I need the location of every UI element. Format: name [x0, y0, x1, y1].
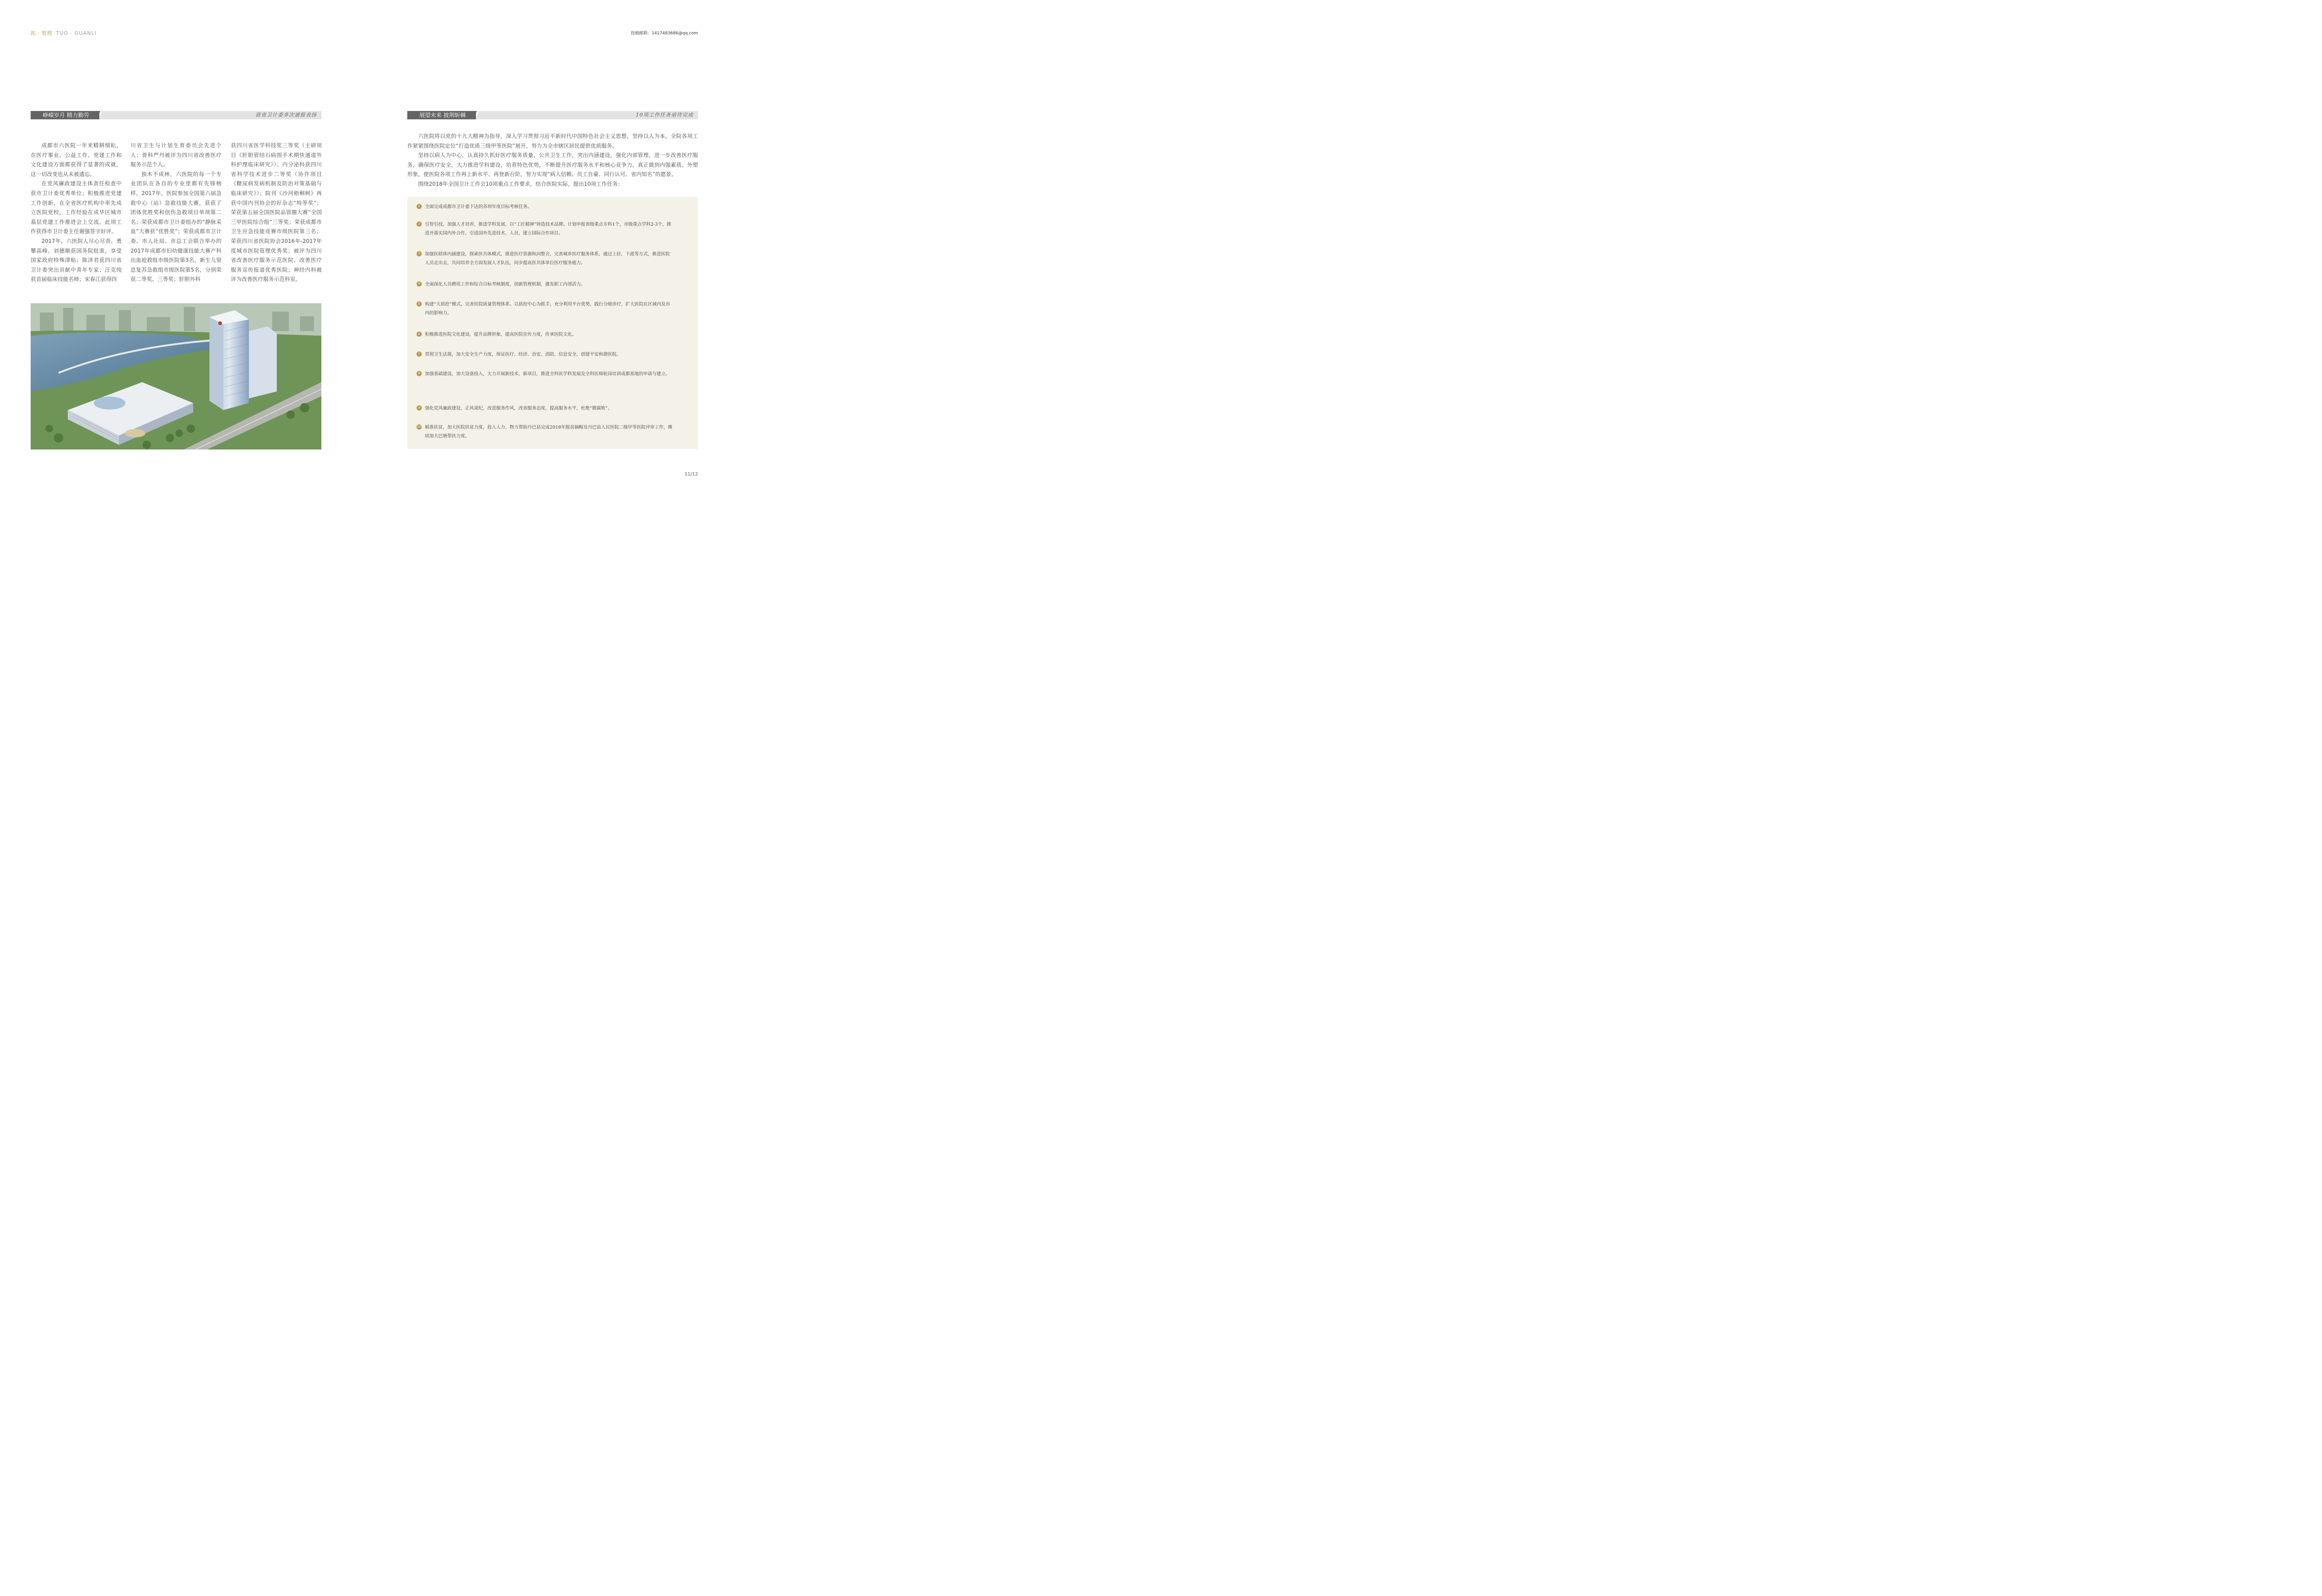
paragraph: 在党风廉政建设主体责任检查中获市卫计委优秀单位；积极推进党建工作创新，在全省医疗机构中率先成立医院党校，工作经验在成华区城市基层党建工作推进会上交流，此项工作获得市卫计委主任谢强签字好评。	[31, 180, 122, 235]
task-text: 全面深化人员聘用工作和综合目标考核制度，创新管理机制，激发职工内部活力。	[425, 282, 586, 287]
paragraph: 川省卫生与计划生育委员会先进个人；骨科严丹被评为四川省改善医疗服务示范个人。	[130, 142, 222, 168]
task-item	[418, 350, 674, 359]
task-list-box	[407, 197, 698, 449]
contact-email: 投稿邮箱：1417483686@qq.com	[631, 31, 698, 36]
task-item	[418, 370, 674, 378]
task-item	[418, 404, 674, 413]
left-section-subtitle: 获省卫计委多次通报表扬	[255, 112, 317, 118]
page-number: 11/12	[685, 472, 698, 477]
task-item	[418, 250, 674, 267]
task-text: 全面完成成都市卫计委下达的各项年度目标考核任务。	[425, 204, 532, 209]
section-label-cn: 拓 · 管理	[31, 30, 52, 36]
section-label-en: TUO · GUANLI	[56, 30, 97, 36]
task-text: 构建“大质控”模式，完善医院质量管理体系。以质控中心为抓手，充分利用平台优势，践行分级诊疗，扩大医院在区域内及市内的影响力。	[425, 302, 670, 316]
left-section-bar	[31, 111, 321, 119]
task-item	[418, 220, 674, 238]
task-text: 强化党风廉政建设，正风肃纪，改进服务作风，改善服务态度，提高服务水平，杜绝“微腐败”。	[425, 406, 613, 411]
task-number-icon: 4	[417, 281, 422, 287]
task-text: 精准扶贫，加大医院扶贫力度，投入人力、物力帮助丹巴县完成2018年脱贫摘帽及丹巴县人民医院二级甲等医院评审工作，继续加大巴塘帮扶力度。	[425, 425, 672, 439]
task-number-icon: 3	[417, 251, 422, 256]
task-item	[417, 423, 674, 441]
right-section-subtitle: 10项工作任务亟待完成	[636, 112, 693, 118]
right-section-bar	[407, 111, 698, 119]
task-text: 引智引技，加强人才培养，推进学科发展，以“工匠精神”铸造技术品牌。计划申报省级重点专科1个，市级重点学科2-3个，推进并落实国内外合作，引进国外先进技术、人员，建立国际合作项目。	[425, 222, 672, 236]
task-number-icon: 9	[417, 405, 422, 410]
task-text: 加强基础建设，加大设备投入，大力开展新技术、新项目，推进全科医学科发展及全科医师轮岗培训成都基地的申请与建立。	[425, 371, 670, 377]
task-text: 贯彻卫生法规，加大安全生产力度，保证医疗、经济、治安、消防、信息安全，创建平安和谐医院。	[425, 352, 621, 357]
left-column-3	[231, 141, 322, 284]
paragraph: 获四川省医学科技奖三等奖（主研项目《肝胆管结石病围手术期快通道外科护理临床研究》）；内分泌科获四川省科学技术进步二等奖（协作项目《糖尿病发病机制及防治对策基础与临床研究》）；院刊《沙河梧桐树》再获中国内刊协会的好杂志“特等奖”；荣获第五届全国医院品管圈大赛“全国三甲医院综合组”三等奖；荣获成都市卫生应急技能竞赛市级医院第三名；荣获四川省医院协会2016年-2017年度城市医院管理优秀奖；被评为四川省改善医疗服务示范医院、改善医疗服务宣传报道优秀医院；神经内科被评为改善医疗服务示范科室。	[231, 142, 322, 283]
task-item	[418, 300, 674, 318]
task-number-icon: 6	[417, 332, 422, 337]
task-item	[418, 280, 674, 289]
task-number-icon: 7	[417, 352, 422, 357]
paragraph: 成都市六医院一年来精耕细耘，在医疗事业、公益工作、党建工作和文化建设方面都获得了显著的成就，这一切改变也从未被遗忘。	[31, 142, 122, 177]
left-section-title: 峥嵘岁月 精力勤劳	[31, 111, 99, 119]
task-number-icon: 5	[417, 301, 422, 306]
task-number-icon: 1	[417, 204, 422, 209]
hospital-aerial-photo	[31, 303, 321, 449]
task-text: 积极推进医院文化建设，提升品牌形象，提高医院宣传力度，传承医院文化。	[425, 332, 577, 337]
right-section-title: 展望未来 披荆斩棘	[407, 111, 476, 119]
left-column-1	[31, 141, 122, 284]
paragraph: 六医院将以党的十九大精神为指导，深入学习贯彻习近平新时代中国特色社会主义思想，坚持以人为本，全院各项工作紧紧围绕医院定位“打造优质三级甲等医院”展开，努力为全市辖区居民提供优质服务。	[407, 133, 698, 149]
task-item	[418, 202, 674, 211]
section-label	[31, 29, 97, 37]
task-number-icon: 2	[417, 221, 422, 227]
right-body-text	[407, 131, 698, 189]
task-text: 加强医联体内涵建设，探索医共体模式，推进医疗资源纵向整合，完善城乡医疗服务体系，通过上挂、下派等方式，推进医院人员走出去，共同培养全方面发展人才队伍，同步提高医共体单位医疗服务能力。	[425, 252, 670, 266]
task-number-icon: 8	[417, 371, 422, 376]
paragraph: 2017年，六医院人尽心尽责、勇攀高峰。刘德顺获国务院批准，享受国家政府特殊津贴；陈泽君获四川省卫计委突出贡献中青年专家；汪克纯获首届临床技能名师；宋春江获得四	[31, 237, 122, 283]
paragraph: 围绕2018年全国卫计工作会10项重点工作要求，结合医院实际，提出10项工作任务：	[418, 180, 623, 187]
task-number-icon: 10	[417, 425, 421, 429]
paragraph: 独木不成林，六医院的每一个专业团队在各自的专业里都有先锋榜样。2017年，医院参加全国第六届急救中心（站）急救技能大赛，获获了团体优胜奖和创伤急救项目单项第二名；荣获成都市卫计委组办的“静脉采血”大赛获“优胜奖”；荣获成都市卫计委、市人社局、市总工会联合举办的2017年成都市妇幼健康技能大赛产科出血抢救组市级医院第3名，新生儿窒息复苏急救组市级医院第5名，分别荣获二等奖、三等奖；肝胆外科	[130, 170, 222, 283]
left-column-2	[130, 141, 222, 284]
paragraph: 坚持以病人为中心，认真持久抓好医疗服务质量、公共卫生工作，突出内涵建设，强化内部管理，进一步改善医疗服务，确保医疗安全，大力推进学科建设，培育特色优势，不断提升医疗服务水平和核心竞争力，真正做到内强素质、外塑形象，使医院各项工作再上新水平、再登新台阶，努力实现“病人信赖、员工自豪、同行认可、省内知名”的愿景。	[407, 152, 698, 178]
task-item	[418, 330, 674, 339]
